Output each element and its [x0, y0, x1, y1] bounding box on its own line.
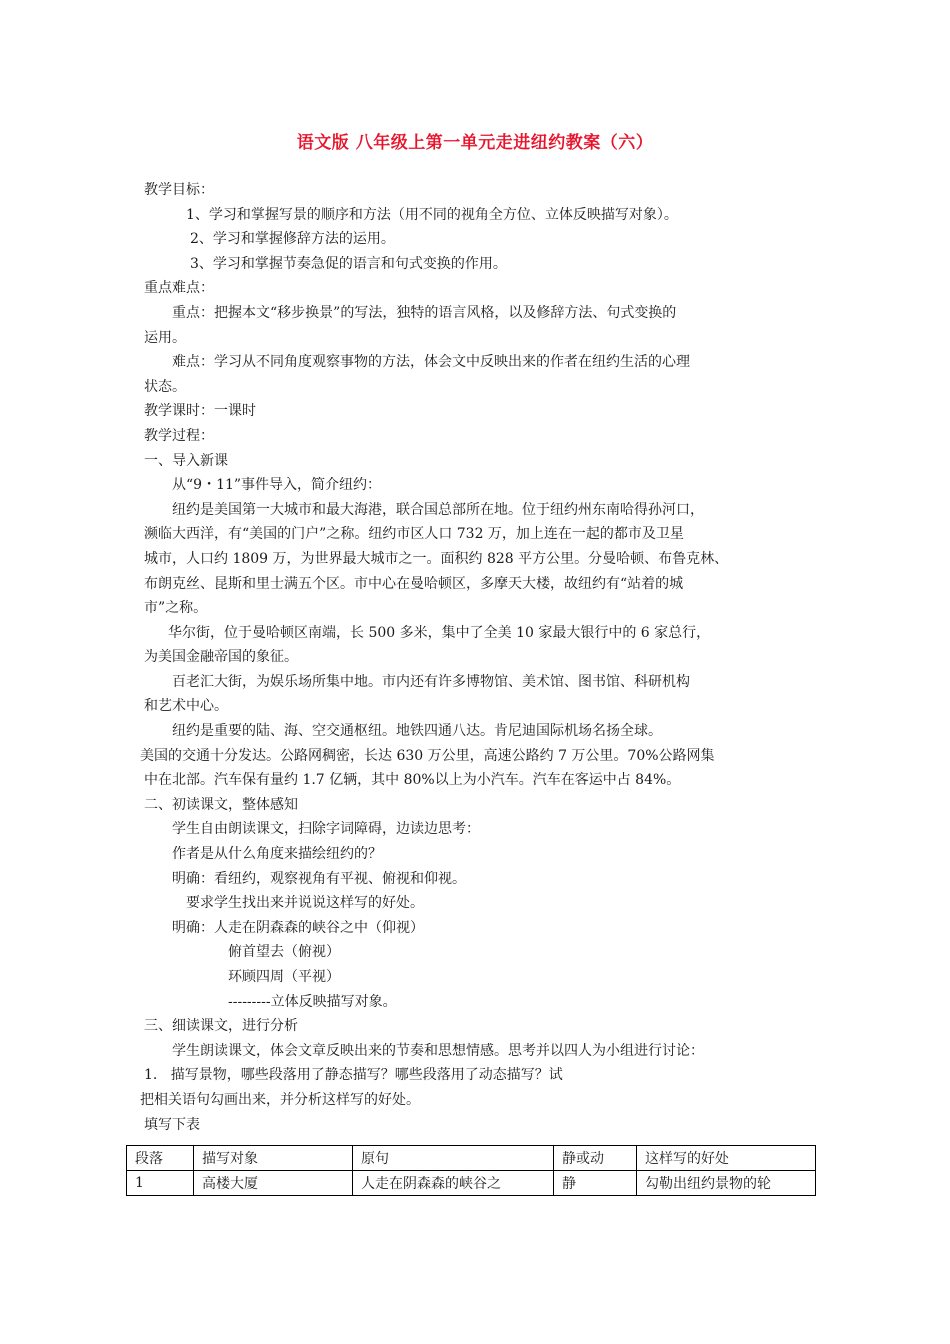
text-line: 环顾四周（平视）	[228, 969, 340, 985]
text-line: ---------立体反映描写对象。	[228, 993, 397, 1010]
fill-in-table	[126, 1145, 816, 1196]
text-line: 要求学生找出来并说说这样写的好处。	[186, 895, 424, 912]
text-line: 学生自由朗读课文，扫除字词障碍，边读边思考：	[172, 821, 480, 838]
text-line: 运用。	[144, 329, 186, 346]
table-cell: 人走在阴森森的峡谷之	[353, 1171, 554, 1196]
text-line: 市”之称。	[144, 600, 208, 617]
text-line: 1. 描写景物，哪些段落用了静态描写？哪些段落用了动态描写？试	[144, 1067, 563, 1084]
document-body	[140, 178, 824, 1137]
table-header-cell: 原句	[353, 1146, 554, 1171]
table-cell: 静	[554, 1171, 637, 1196]
text-line: 城市，人口约 1809 万，为世界最大城市之一。面积约 828 平方公里。分曼哈顿、布鲁克林、	[144, 550, 729, 567]
text-line: 纽约是重要的陆、海、空交通枢纽。地铁四通八达。肯尼迪国际机场名扬全球。	[172, 723, 662, 740]
text-line: 教学课时：一课时	[144, 403, 256, 420]
text-line: 教学过程：	[144, 427, 214, 444]
table-cell: 高楼大厦	[194, 1171, 353, 1196]
text-line: 3、学习和掌握节奏急促的语言和句式变换的作用。	[190, 255, 507, 272]
text-line: 布朗克丝、昆斯和里士满五个区。市中心在曼哈顿区，多摩天大楼，故纽约有“站着的城	[144, 575, 684, 592]
text-line: 俯首望去（俯视）	[228, 944, 340, 961]
text-line: 二、初读课文，整体感知	[144, 796, 298, 813]
text-line: 华尔街，位于曼哈顿区南端，长 500 多米，集中了全美 10 家最大银行中的 6 家总行，	[168, 624, 711, 641]
text-line: 百老汇大街，为娱乐场所集中地。市内还有许多博物馆、美术馆、图书馆、科研机构	[172, 673, 690, 690]
text-line: 2、学习和掌握修辞方法的运用。	[190, 231, 395, 248]
text-line: 濒临大西洋，有“美国的门户”之称。纽约市区人口 732 万，加上连在一起的都市及卫星	[144, 526, 684, 543]
text-line: 纽约是美国第一大城市和最大海港，联合国总部所在地。位于纽约州东南哈得孙河口，	[172, 501, 704, 518]
table-header-cell: 描写对象	[194, 1146, 353, 1171]
table-header-cell: 这样写的好处	[637, 1146, 816, 1171]
table-header-cell: 段落	[127, 1146, 194, 1171]
text-line: 明确：看纽约，观察视角有平视、俯视和仰视。	[172, 870, 466, 887]
text-line: 状态。	[144, 378, 186, 395]
table-cell: 1	[127, 1171, 194, 1196]
table-row	[127, 1171, 816, 1196]
text-line: 一、导入新课	[144, 452, 228, 469]
text-line: 学生朗读课文，体会文章反映出来的节奏和思想情感。思考并以四人为小组进行讨论：	[172, 1042, 704, 1059]
text-line: 从“9・11”事件导入，简介纽约：	[172, 477, 382, 494]
text-line: 三、细读课文，进行分析	[144, 1018, 298, 1035]
text-line: 作者是从什么角度来描绘纽约的？	[172, 846, 382, 863]
text-line: 把相关语句勾画出来，并分析这样写的好处。	[140, 1091, 420, 1108]
document-title: 语文版 八年级上第一单元走进纽约教案（六）	[296, 133, 654, 153]
table-cell: 勾勒出纽约景物的轮	[637, 1171, 816, 1196]
text-line: 重点难点：	[144, 280, 214, 297]
text-line: 教学目标：	[144, 182, 214, 198]
text-line: 中在北部。汽车保有量约 1.7 亿辆，其中 80%以上为小汽车。汽车在客运中占 84%。	[144, 772, 681, 789]
text-line: 和艺术中心。	[144, 698, 228, 715]
table-header-row	[127, 1146, 816, 1171]
text-line: 美国的交通十分发达。公路网稠密，长达 630 万公里，高速公路约 7 万公里。70%公路网集	[140, 747, 715, 764]
text-line: 填写下表	[144, 1116, 200, 1133]
text-line: 重点：把握本文“移步换景”的写法，独特的语言风格，以及修辞方法、句式变换的	[172, 304, 677, 321]
text-line: 为美国金融帝国的象征。	[144, 649, 298, 666]
text-line: 明确：人走在阴森森的峡谷之中（仰视）	[172, 919, 424, 936]
text-line: 1、学习和掌握写景的顺序和方法（用不同的视角全方位、立体反映描写对象）。	[186, 206, 678, 223]
text-line: 难点：学习从不同角度观察事物的方法，体会文中反映出来的作者在纽约生活的心理	[172, 354, 690, 371]
table-header-cell: 静或动	[554, 1146, 637, 1171]
